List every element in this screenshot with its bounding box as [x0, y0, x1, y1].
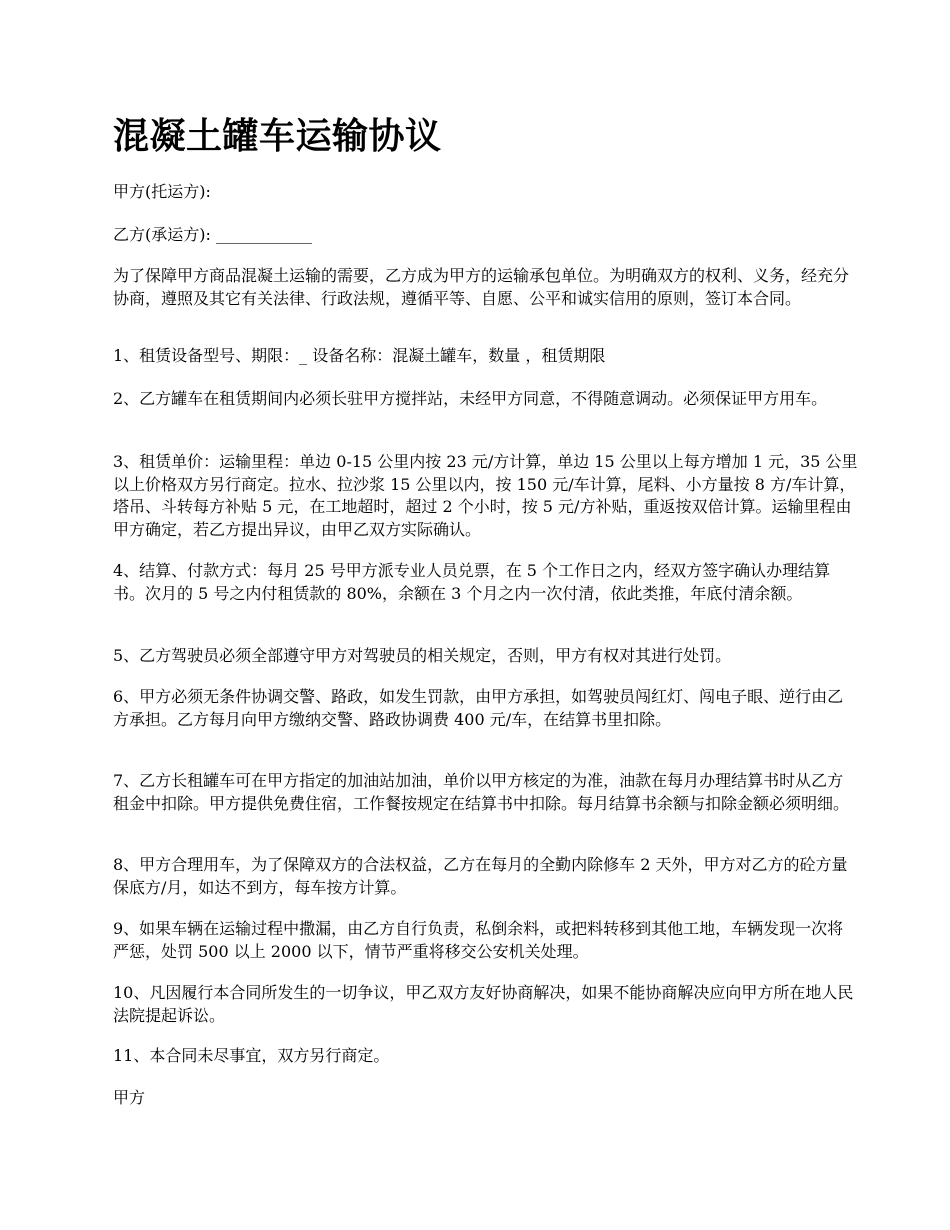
clause-7: 7、乙方长租罐车可在甲方指定的加油站加油，单价以甲方核定的为准，油款在每月办理结算书时从乙方租金中扣除。甲方提供免费住宿，工作餐按规定在结算书中扣除。每月结算书余额与扣除金额必须明细。: [113, 771, 850, 813]
clause-4: 4、结算、付款方式：每月 25 号甲方派专业人员兑票，在 5 个工作日之内，经双方签字确认办理结算书。次月的 5 号之内付租赁款的 80%，余额在 3 个月之内一次付清，依此类推，年底付清余额。: [113, 561, 831, 603]
party-b-line: 乙方(承运方): ____________: [113, 225, 312, 244]
clause-11: 11、本合同未尽事宜，双方另行商定。: [113, 1046, 390, 1065]
clause-9: 9、如果车辆在运输过程中撒漏，由乙方自行负责，私倒余料，或把料转移到其他工地，车辆发现一次将严惩，处罚 500 以上 2000 以下，情节严重将移交公安机关处理。: [113, 919, 844, 961]
clause-8: 8、甲方合理用车，为了保障双方的合法权益，乙方在每月的全勤内除修车 2 天外，甲方对乙方的砼方量保底方/月，如达不到方，每车按方计算。: [113, 855, 848, 897]
clause-3: 3、租赁单价：运输里程：单边 0-15 公里内按 23 元/方计算，单边 15 公里以上每方增加 1 元，35 公里以上价格双方另行商定。拉水、拉沙浆 15 公里以内，按 150 元/车计算，尾料、小方量按 8 方/车计算，塔吊、斗转每方补贴 5 元，在工地超时，超过 2 个小时，按 5 元/方补贴，重返按双倍计算。运输里程由甲方确定，若乙方提出异议，由甲乙双方实际确认。: [113, 452, 858, 539]
document-title: 混凝土罐车运输协议: [113, 115, 442, 157]
clause-5: 5、乙方驾驶员必须全部遵守甲方对驾驶员的相关规定，否则，甲方有权对其进行处罚。: [113, 646, 732, 665]
clause-2: 2、乙方罐车在租赁期间内必须长驻甲方搅拌站，未经甲方同意，不得随意调动。必须保证甲方用车。: [113, 389, 828, 408]
party-a-line: 甲方(托运方):: [113, 182, 211, 201]
signature-party-a: 甲方: [113, 1088, 146, 1107]
intro-paragraph: 为了保障甲方商品混凝土运输的需要，乙方成为甲方的运输承包单位。为明确双方的权利、义务，经充分协商，遵照及其它有关法律、行政法规，遵循平等、自愿、公平和诚实信用的原则，签订本合同。: [113, 266, 850, 308]
clause-10: 10、凡因履行本合同所发生的一切争议，甲乙双方友好协商解决，如果不能协商解决应向甲方所在地人民法院提起诉讼。: [113, 983, 854, 1025]
clause-6: 6、甲方必须无条件协调交警、路政，如发生罚款，由甲方承担，如驾驶员闯红灯、闯电子眼、逆行由乙方承担。乙方每月向甲方缴纳交警、路政协调费 400 元/车，在结算书里扣除。: [113, 687, 844, 729]
clause-1: 1、租赁设备型号、期限：_ 设备名称：混凝土罐车，数量 ，租赁期限: [113, 346, 606, 365]
